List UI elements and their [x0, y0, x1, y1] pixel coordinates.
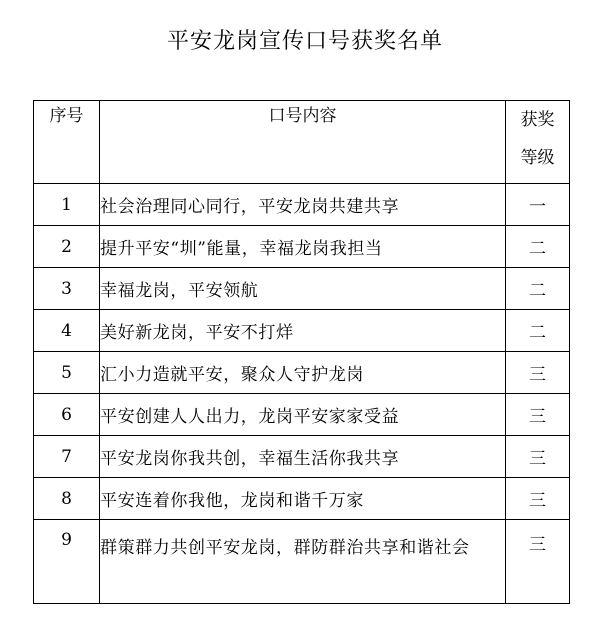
row-number: 6 — [34, 394, 100, 436]
header-slogan: 口号内容 — [100, 101, 506, 184]
row-number: 2 — [34, 226, 100, 268]
row-slogan: 群策群力共创平安龙岗，群防群治共享和谐社会 — [100, 520, 506, 604]
header-level — [506, 101, 570, 184]
row-number: 7 — [34, 436, 100, 478]
row-slogan: 汇小力造就平安，聚众人守护龙岗 — [100, 352, 506, 394]
row-level: 一 — [506, 184, 570, 226]
row-level: 二 — [506, 310, 570, 352]
table-row — [34, 520, 570, 604]
award-table — [33, 100, 570, 604]
header-level-line2: 等级 — [520, 148, 555, 168]
row-number: 3 — [34, 268, 100, 310]
row-slogan: 平安龙岗你我共创，幸福生活你我共享 — [100, 436, 506, 478]
page-title: 平安龙岗宣传口号获奖名单 — [166, 29, 443, 54]
row-slogan: 平安创建人人出力，龙岗平安家家受益 — [100, 394, 506, 436]
row-slogan: 幸福龙岗，平安领航 — [100, 268, 506, 310]
row-number: 8 — [34, 478, 100, 520]
table-header-row — [34, 101, 570, 184]
table-row — [34, 436, 570, 478]
row-level: 三 — [506, 352, 570, 394]
table-row — [34, 268, 570, 310]
row-level: 二 — [506, 226, 570, 268]
header-no: 序号 — [34, 101, 100, 184]
table-row — [34, 352, 570, 394]
row-level: 二 — [506, 268, 570, 310]
table-row — [34, 184, 570, 226]
row-level: 三 — [506, 394, 570, 436]
table-row — [34, 478, 570, 520]
header-level-line1: 获奖 — [520, 110, 555, 130]
row-number: 9 — [34, 520, 100, 604]
row-slogan: 美好新龙岗，平安不打烊 — [100, 310, 506, 352]
table-row — [34, 226, 570, 268]
row-level: 三 — [506, 436, 570, 478]
row-slogan: 平安连着你我他，龙岗和谐千万家 — [100, 478, 506, 520]
row-slogan: 提升平安“圳”能量，幸福龙岗我担当 — [100, 226, 506, 268]
row-number: 4 — [34, 310, 100, 352]
row-level: 三 — [506, 478, 570, 520]
table-row — [34, 394, 570, 436]
row-level: 三 — [506, 520, 570, 604]
row-number: 5 — [34, 352, 100, 394]
table-row — [34, 310, 570, 352]
row-number: 1 — [34, 184, 100, 226]
row-slogan: 社会治理同心同行，平安龙岗共建共享 — [100, 184, 506, 226]
